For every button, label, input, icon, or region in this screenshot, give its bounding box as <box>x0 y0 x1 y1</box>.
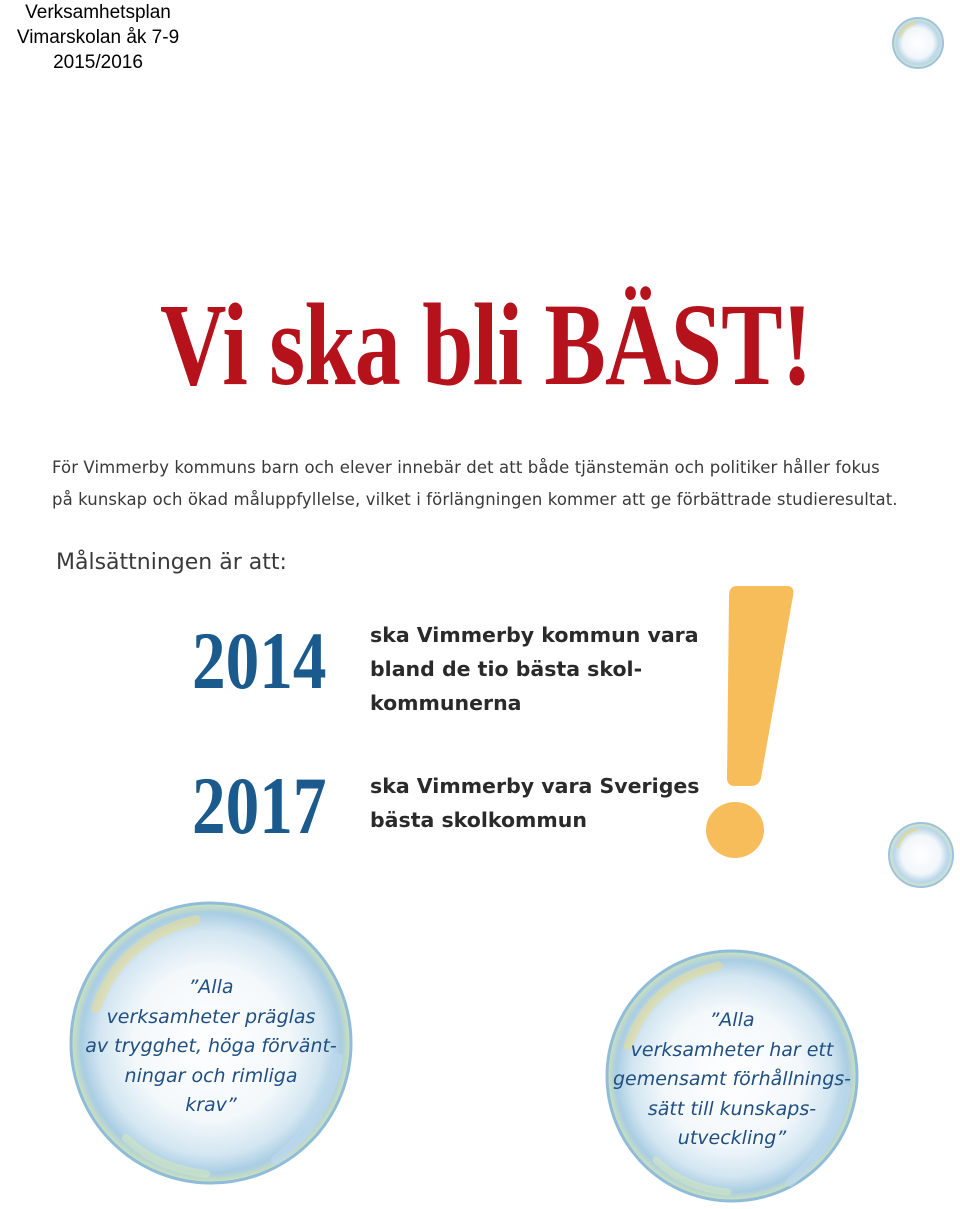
goal-text-2014 <box>370 618 699 720</box>
quote-line: ningar och rimliga <box>124 1064 298 1087</box>
quote-line: krav” <box>185 1094 237 1116</box>
goal-line: ska Vimmerby vara Sveriges <box>370 774 700 798</box>
quote-line: ”Alla <box>709 1009 755 1031</box>
page-headline: Vi ska bli BÄST! <box>160 279 812 410</box>
goal-line: kommunerna <box>370 691 522 715</box>
goal-line: ska Vimmerby kommun vara <box>370 623 699 647</box>
header-title: Verksamhetsplan <box>25 2 171 23</box>
exclamation-mark-icon <box>695 578 805 868</box>
goal-line: bland de tio bästa skol- <box>370 657 643 681</box>
goal-line: bästa skolkommun <box>370 808 587 832</box>
soap-bubble-icon <box>890 15 946 71</box>
document-header <box>3 0 193 75</box>
goal-year-2014: 2014 <box>192 615 327 706</box>
header-school: Vimarskolan åk 7-9 <box>16 27 180 48</box>
intro-line: på kunskap och ökad måluppfyllelse, vilket i förlängningen kommer att ge förbättrade studieresultat. <box>52 490 898 509</box>
intro-line: För Vimmerby kommuns barn och elever innebär det att både tjänstemän och politiker håller fokus <box>52 458 880 477</box>
quote-line: verksamheter präglas <box>106 1005 316 1028</box>
quote-line: utveckling” <box>677 1127 787 1149</box>
quote-line: av trygghet, höga förvänt- <box>85 1035 337 1057</box>
quote-knowledge <box>602 1006 862 1154</box>
header-year: 2015/2016 <box>53 52 143 73</box>
quote-line: ”Alla <box>188 976 234 998</box>
intro-paragraph <box>52 452 957 516</box>
quote-line: verksamheter har ett <box>630 1038 834 1061</box>
quote-security <box>66 973 356 1121</box>
goal-year-2017: 2017 <box>192 760 327 851</box>
soap-bubble-icon <box>886 820 956 890</box>
quote-line: gemensamt förhållnings- <box>612 1068 852 1090</box>
quote-line: sätt till kunskaps- <box>647 1097 817 1120</box>
goal-heading: Målsättningen är att: <box>56 550 287 575</box>
goal-text-2017 <box>370 769 699 837</box>
